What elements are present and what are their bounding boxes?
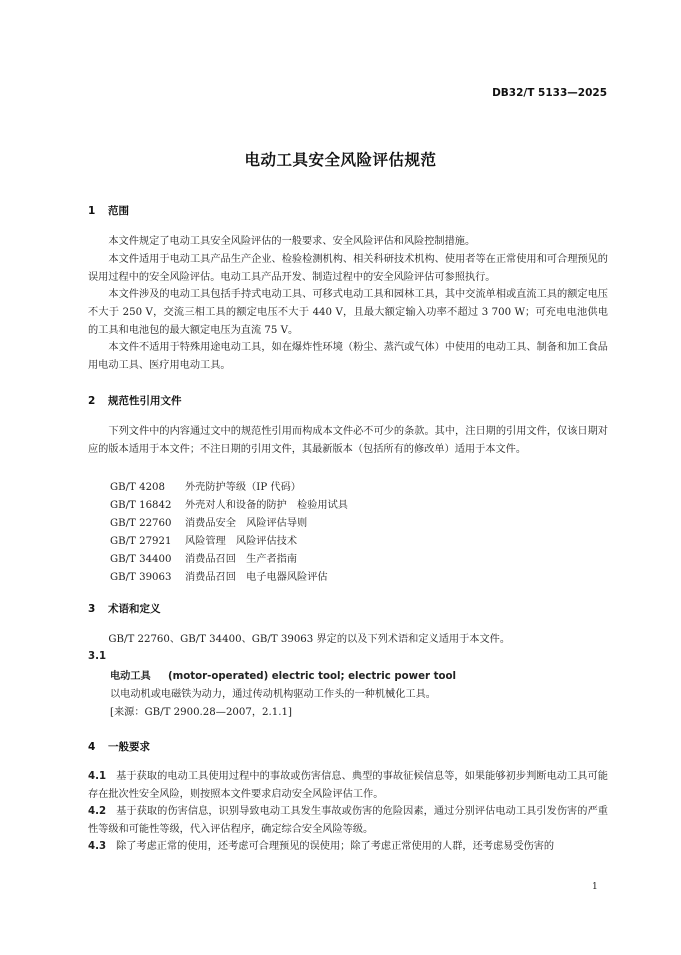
term-source: [来源：GB/T 2900.28—2007，2.1.1] xyxy=(110,707,292,718)
term-entry xyxy=(110,667,456,682)
section-title: 术语和定义 xyxy=(108,603,161,615)
paragraph: GB/T 22760、GB/T 34400、GB/T 39063 界定的以及下列术语和定义适用于本文件。 xyxy=(108,634,511,645)
reference-code: GB/T 27921 xyxy=(110,536,172,547)
reference-title: 外壳防护等级（IP 代码） xyxy=(185,482,301,493)
section-number: 1 xyxy=(88,205,96,217)
clause-number: 4.3 xyxy=(88,841,107,852)
reference-item xyxy=(110,550,297,565)
section-number: 3 xyxy=(88,603,96,615)
reference-title: 消费品召回 生产者指南 xyxy=(185,554,298,565)
reference-title: 风险管理 风险评估技术 xyxy=(185,536,298,547)
document-title: 电动工具安全风险评估规范 xyxy=(244,151,437,169)
reference-item xyxy=(110,496,348,511)
term-definition: 以电动机或电磁铁为动力，通过传动机构驱动工作头的一种机械化工具。 xyxy=(110,689,436,700)
reference-item xyxy=(110,514,307,529)
reference-title: 消费品召回 电子电器风险评估 xyxy=(185,572,328,583)
reference-code: GB/T 4208 xyxy=(110,482,166,493)
reference-code: GB/T 16842 xyxy=(110,500,172,511)
section-title: 规范性引用文件 xyxy=(108,395,182,407)
reference-code: GB/T 22760 xyxy=(110,518,172,529)
standard-code: DB32/T 5133—2025 xyxy=(492,87,607,99)
clause-text: 除了考虑正常的使用，还考虑可合理预见的误使用；除了考虑正常使用的人群，还考虑易受伤害的 xyxy=(116,841,555,852)
paragraph: 本文件规定了电动工具安全风险评估的一般要求、安全风险评估和风险控制措施。 xyxy=(108,236,476,247)
clause-number: 4.2 xyxy=(88,806,107,817)
reference-title: 外壳对人和设备的防护 检验用试具 xyxy=(185,500,348,511)
term-chinese: 电动工具 xyxy=(110,671,151,682)
reference-item xyxy=(110,478,301,493)
clause xyxy=(88,803,608,839)
reference-item xyxy=(110,568,328,583)
paragraph: 本文件涉及的电动工具包括手持式电动工具、可移式电动工具和园林工具，其中交流单相或直流工具的额定电压不大于 250 V，交流三相工具的额定电压不大于 440 V，且最大额定输入功率不超过 3 700 W；可充电电池供电的工具和电池包的最大额定电压为直流 75 V。 xyxy=(88,289,608,336)
section-2-heading xyxy=(88,393,182,408)
paragraph: 本文件不适用于特殊用途电动工具，如在爆炸性环境（粉尘、蒸汽或气体）中使用的电动工具、制备和加工食品用电动工具、医疗用电动工具。 xyxy=(88,342,608,371)
reference-item xyxy=(110,532,297,547)
reference-title: 消费品安全 风险评估导则 xyxy=(185,518,308,529)
section-title: 一般要求 xyxy=(108,741,150,753)
clause-text: 基于获取的伤害信息，识别导致电动工具发生事故或伤害的危险因素，通过分别评估电动工具引发伤害的严重性等级和可能性等级，代入评估程序，确定综合安全风险等级。 xyxy=(88,806,608,835)
clause-text: 基于获取的电动工具使用过程中的事故或伤害信息、典型的事故征候信息等，如果能够初步判断电动工具可能存在批次性安全风险，则按照本文件要求启动安全风险评估工作。 xyxy=(88,771,608,800)
clause xyxy=(88,838,608,856)
term-english: (motor-operated) electric tool; electric power tool xyxy=(168,671,456,682)
clause-number: 4.1 xyxy=(88,771,107,782)
section-4-heading xyxy=(88,739,150,754)
term-number: 3.1 xyxy=(88,651,107,662)
paragraph: 本文件适用于电动工具产品生产企业、检验检测机构、相关科研技术机构、使用者等在正常使用和可合理预见的误用过程中的安全风险评估。电动工具产品开发、制造过程中的安全风险评估可参照执行。 xyxy=(88,254,608,283)
reference-code: GB/T 39063 xyxy=(110,572,172,583)
clause xyxy=(88,768,608,804)
section-number: 4 xyxy=(88,741,96,753)
paragraph: 下列文件中的内容通过文中的规范性引用而构成本文件必不可少的条款。其中，注日期的引用文件，仅该日期对应的版本适用于本文件；不注日期的引用文件，其最新版本（包括所有的修改单）适用于本文件。 xyxy=(88,426,608,455)
section-3-heading xyxy=(88,601,161,616)
section-1-heading xyxy=(88,203,129,218)
section-title: 范围 xyxy=(108,205,129,217)
section-number: 2 xyxy=(88,395,96,407)
page-number: 1 xyxy=(592,882,598,892)
reference-code: GB/T 34400 xyxy=(110,554,172,565)
